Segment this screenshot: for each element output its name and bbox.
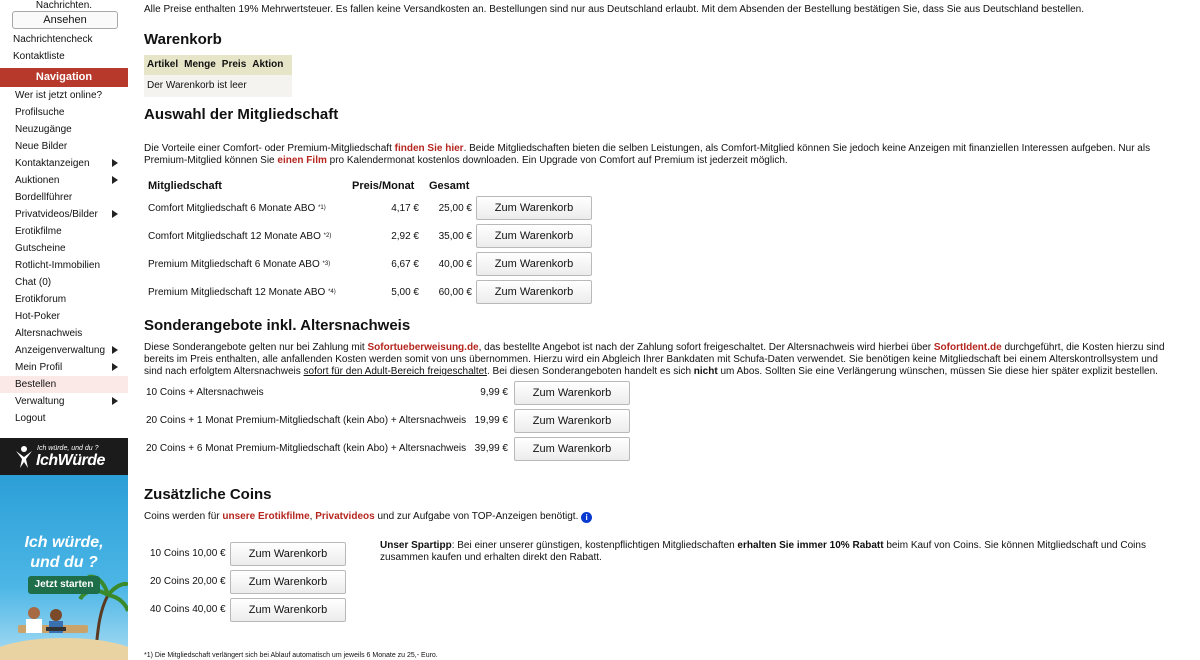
membership-row-name: Comfort Mitgliedschaft 12 Monate ABO $^{*2)}$ — [148, 231, 332, 242]
coins-title: Zusätzliche Coins — [144, 486, 272, 503]
ad-banner[interactable] — [0, 438, 128, 660]
submenu-arrow-icon — [112, 159, 118, 167]
membership-col-name: Mitgliedschaft — [148, 180, 222, 192]
cart-col-price: Preis — [221, 59, 247, 70]
add-to-cart-button[interactable]: Zum Warenkorb — [514, 381, 630, 405]
message-check-link[interactable]: Nachrichtencheck — [13, 34, 93, 45]
submenu-arrow-icon — [112, 397, 118, 405]
submenu-arrow-icon — [112, 346, 118, 354]
special-offer-price: 39,99 € — [474, 443, 508, 454]
sofortueberweisung-link[interactable]: Sofortueberweisung.de — [367, 342, 479, 353]
nav-item-new-members[interactable]: Neuzugänge — [15, 124, 72, 135]
cart-title: Warenkorb — [144, 31, 222, 48]
footnote: *1) Die Mitgliedschaft verlängert sich bei Ablauf automatisch um jeweils 6 Monate zu 25,- Euro. — [144, 652, 438, 659]
nav-item-real-estate[interactable]: Rotlicht-Immobilien — [15, 260, 101, 271]
erotic-films-link[interactable]: unsere Erotikfilme — [222, 511, 310, 522]
membership-title: Auswahl der Mitgliedschaft — [144, 106, 339, 123]
cart-col-action: Aktion — [252, 59, 284, 70]
nav-item-forum[interactable]: Erotikforum — [15, 294, 67, 305]
nav-item-contact-ads[interactable]: Kontaktanzeigen — [0, 155, 128, 172]
special-offers-intro: Diese Sonderangebote gelten nur bei Zahlung mit Sofortueberweisung.de, das bestellte Angebot ist nach der Zahlung sofort freigeschaltet. Der Altersnachweis wird hierbei über SofortIdent.de durchgeführt, die Kosten hierzu sind bereits im Preis enthalten, alle anfallenden Kosten werden somit von uns übernommen. Hierzu wird ein Abgleich Ihrer Bankdaten mit Schufa-Daten verwendet. Sie benötigen keine Mitgliedschaft bei einem Alterskontrollsystem und sind nach erfolgtem Altersnachweis sofort für den Adult-Bereich freigeschaltet. Bei diesen Sonderangeboten handelt es sich nicht um Abos. Sollten Sie eine Verlängerung wünschen, müssen Sie diese hier später explizit bestellen. — [144, 342, 1165, 377]
navigation-menu — [0, 87, 128, 427]
membership-col-monthly: Preis/Monat — [352, 180, 415, 192]
banner-logo: IchWürde — [36, 452, 105, 469]
nav-item-chat[interactable]: Chat (0) — [15, 277, 52, 288]
membership-row-monthly: 4,17 € — [391, 203, 419, 214]
nav-item-new-pictures[interactable]: Neue Bilder — [15, 141, 68, 152]
savings-tip: Unser Spartipp: Bei einer unserer günstigen, kostenpflichtigen Mitgliedschaften erhalten Sie immer 10% Rabatt beim Kauf von Coins. Sie können Mitgliedschaft und Coins zusammen kaufen und erhalten direkt den Rabatt. — [380, 540, 1146, 563]
membership-row-monthly: 5,00 € — [391, 287, 419, 298]
membership-row-monthly: 2,92 € — [391, 231, 419, 242]
nav-item-brothel-guide[interactable]: Bordellführer — [15, 192, 73, 203]
add-to-cart-button[interactable]: Zum Warenkorb — [230, 598, 346, 622]
add-to-cart-button[interactable]: Zum Warenkorb — [230, 542, 346, 566]
special-offer-price: 9,99 € — [480, 387, 508, 398]
membership-row-total: 40,00 € — [438, 259, 472, 270]
coins-intro: Coins werden für unsere Erotikfilme, Privatvideos und zur Aufgabe von TOP-Anzeigen benötigt. i — [144, 511, 592, 523]
submenu-arrow-icon — [112, 363, 118, 371]
adult-area-link[interactable]: sofort für den Adult-Bereich freigeschaltet — [303, 366, 487, 377]
special-offer-price: 19,99 € — [474, 415, 508, 426]
nav-item-auctions[interactable]: Auktionen — [0, 172, 128, 189]
membership-row-total: 35,00 € — [438, 231, 472, 242]
cart-table — [144, 55, 292, 97]
add-to-cart-button[interactable]: Zum Warenkorb — [230, 570, 346, 594]
nav-item-administration[interactable]: Verwaltung — [0, 393, 128, 410]
nav-item-online[interactable]: Wer ist jetzt online? — [15, 90, 103, 101]
membership-row-name: Premium Mitgliedschaft 12 Monate ABO $^{*4)}$ — [148, 287, 336, 298]
nav-item-order[interactable]: Bestellen — [0, 376, 128, 393]
nav-item-profile-search[interactable]: Profilsuche — [15, 107, 65, 118]
add-to-cart-button[interactable]: Zum Warenkorb — [476, 280, 592, 304]
add-to-cart-button[interactable]: Zum Warenkorb — [476, 196, 592, 220]
membership-col-total: Gesamt — [429, 180, 470, 192]
main-content — [144, 0, 1190, 660]
private-videos-link[interactable]: Privatvideos — [315, 511, 375, 522]
add-to-cart-button[interactable]: Zum Warenkorb — [514, 437, 630, 461]
membership-row-total: 60,00 € — [438, 287, 472, 298]
nav-item-erotic-films[interactable]: Erotikfilme — [15, 226, 62, 237]
submenu-arrow-icon — [112, 210, 118, 218]
info-icon[interactable]: i — [581, 512, 592, 523]
membership-row-monthly: 6,67 € — [391, 259, 419, 270]
membership-intro: Die Vorteile einer Comfort- oder Premium-Mitgliedschaft finden Sie hier. Beide Mitgliedschaften bieten die selben Leistungen, als Comfort-Mitglied können Sie jedoch keine Anzeigen mit finanziellen Interessen aufgeben. Nur als Premium-Mitglied können Sie einen Film pro Kalendermonat kostenlos downloaden. Ein Upgrade von Comfort auf Premium ist jederzeit möglich. — [144, 143, 1151, 166]
banner-tagline: Ich würde, und du ? — [37, 445, 99, 452]
sidebar — [0, 0, 128, 660]
cart-header-row — [144, 55, 292, 75]
membership-row-total: 25,00 € — [438, 203, 472, 214]
nav-item-private-videos[interactable]: Privatvideos/Bilder — [0, 206, 128, 223]
add-to-cart-button[interactable]: Zum Warenkorb — [514, 409, 630, 433]
cart-col-quantity: Menge — [184, 59, 216, 70]
contact-list-link[interactable]: Kontaktliste — [13, 51, 65, 62]
cart-col-article: Artikel — [147, 59, 179, 70]
film-link[interactable]: einen Film — [277, 155, 327, 166]
nav-item-poker[interactable]: Hot-Poker — [15, 311, 61, 322]
coin-offer: 40 Coins 40,00 € — [150, 604, 226, 615]
special-offer-name: 20 Coins + 6 Monat Premium-Mitgliedschaft (kein Abo) + Altersnachweis — [146, 443, 467, 454]
special-offer-name: 20 Coins + 1 Monat Premium-Mitgliedschaft (kein Abo) + Altersnachweis — [146, 415, 467, 426]
add-to-cart-button[interactable]: Zum Warenkorb — [476, 252, 592, 276]
add-to-cart-button[interactable]: Zum Warenkorb — [476, 224, 592, 248]
logo-figure-icon — [14, 445, 34, 469]
nav-item-my-profile[interactable]: Mein Profil — [0, 359, 128, 376]
nav-item-vouchers[interactable]: Gutscheine — [15, 243, 66, 254]
view-messages-button[interactable]: Ansehen — [12, 11, 118, 29]
special-offer-name: 10 Coins + Altersnachweis — [146, 387, 264, 398]
cart-empty-text: Der Warenkorb ist leer — [144, 75, 292, 97]
nav-item-age-verification[interactable]: Altersnachweis — [15, 328, 83, 339]
membership-row-name: Premium Mitgliedschaft 6 Monate ABO $^{*3)}$ — [148, 259, 331, 270]
tax-note: Alle Preise enthalten 19% Mehrwertsteuer. Es fallen keine Versandkosten an. Bestellungen sind nur aus Deutschland erlaubt. Mit dem Absenden der Bestellung bestätigen Sie, dass Sie aus Deutschland bestellen. — [144, 4, 1085, 15]
nav-item-logout[interactable]: Logout — [15, 413, 46, 424]
banner-headline-2: und du ? — [30, 554, 98, 571]
banner-start-button[interactable]: Jetzt starten — [28, 576, 100, 594]
special-offers-title: Sonderangebote inkl. Altersnachweis — [144, 317, 411, 334]
coin-offer: 10 Coins 10,00 € — [150, 548, 226, 559]
navigation-header: Navigation — [0, 68, 128, 87]
benefits-link[interactable]: finden Sie hier — [394, 143, 464, 154]
submenu-arrow-icon — [112, 176, 118, 184]
coin-offer: 20 Coins 20,00 € — [150, 576, 226, 587]
banner-headline-1: Ich würde, — [24, 534, 104, 551]
membership-row-name: Comfort Mitgliedschaft 6 Monate ABO $^{*1)}$ — [148, 203, 326, 214]
messages-text: Nachrichten. — [35, 0, 93, 11]
sofortident-link[interactable]: SofortIdent.de — [933, 342, 1002, 353]
nav-item-ad-management[interactable]: Anzeigenverwaltung — [0, 342, 128, 359]
